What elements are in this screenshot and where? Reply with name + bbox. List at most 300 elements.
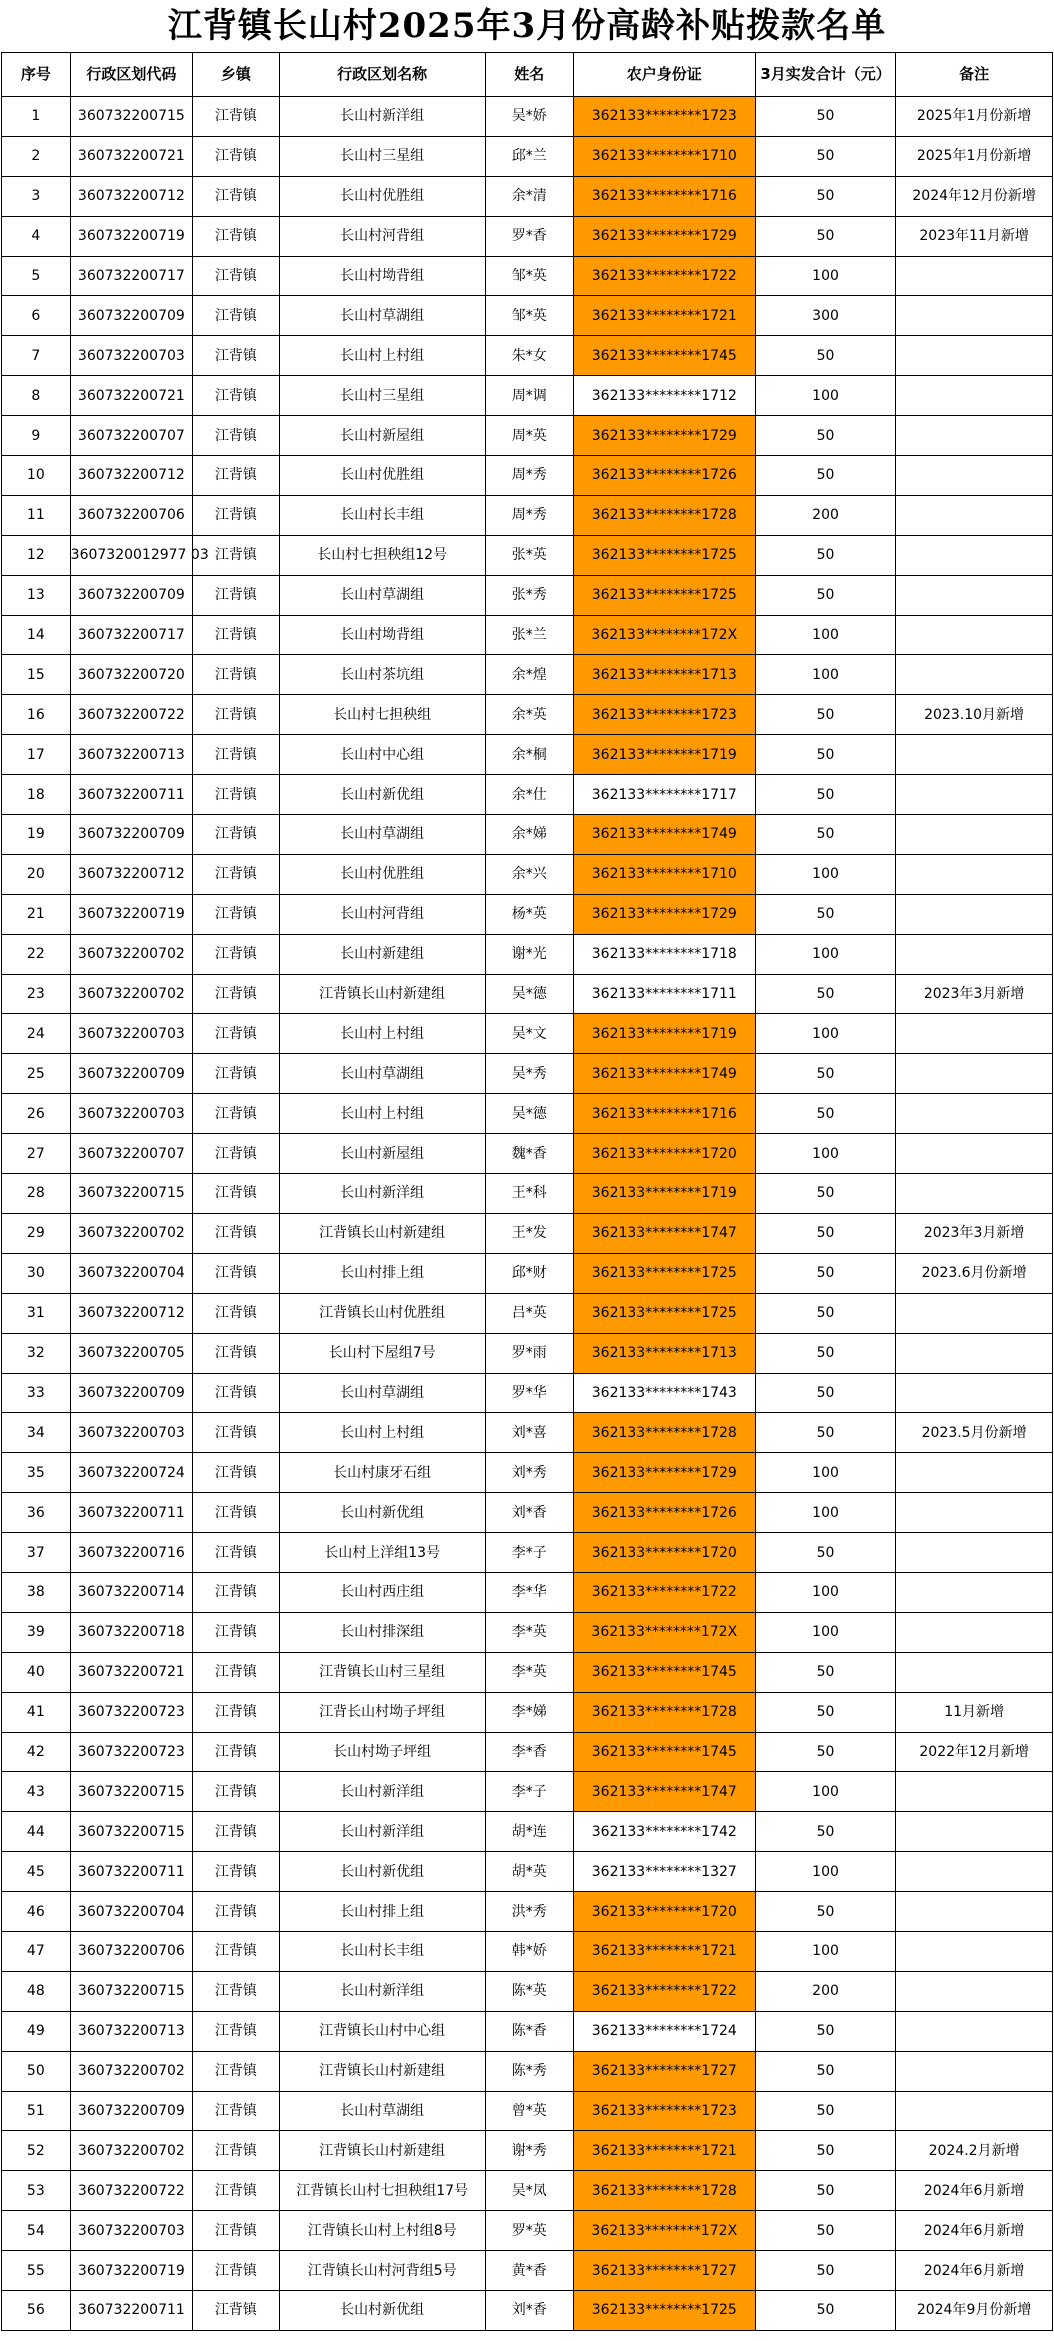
cell-amount: 50 xyxy=(755,1253,895,1293)
cell-area: 江背镇长山村新建组 xyxy=(279,2131,485,2171)
cell-id: 362133********1722 xyxy=(573,1971,755,2011)
cell-amount: 50 xyxy=(755,2211,895,2251)
cell-name: 李*娣 xyxy=(485,1692,573,1732)
cell-note: 2024年12月份新增 xyxy=(896,176,1053,216)
cell-area: 长山村新优组 xyxy=(279,775,485,815)
cell-name: 周*秀 xyxy=(485,495,573,535)
cell-name: 谢*秀 xyxy=(485,2131,573,2171)
cell-note xyxy=(896,1892,1053,1932)
cell-name: 张*英 xyxy=(485,535,573,575)
cell-no: 30 xyxy=(2,1253,71,1293)
cell-town: 江背镇 xyxy=(193,1453,280,1493)
cell-name: 韩*娇 xyxy=(485,1931,573,1971)
cell-code: 360732200717 xyxy=(70,615,192,655)
cell-name: 吴*德 xyxy=(485,974,573,1014)
cell-area: 长山村坳背组 xyxy=(279,615,485,655)
table-row xyxy=(2,1014,1053,1054)
cell-no: 1 xyxy=(2,97,71,137)
cell-no: 27 xyxy=(2,1134,71,1174)
cell-area: 江背镇长山村新建组 xyxy=(279,1213,485,1253)
cell-no: 56 xyxy=(2,2290,71,2330)
cell-town: 江背镇 xyxy=(193,1333,280,1373)
table-row xyxy=(2,1213,1053,1253)
cell-code: 360732200711 xyxy=(70,1493,192,1533)
cell-code: 3607320012977 03 xyxy=(70,535,192,575)
cell-town: 江背镇 xyxy=(193,495,280,535)
cell-amount: 50 xyxy=(755,535,895,575)
table-row xyxy=(2,2011,1053,2051)
cell-note: 2025年1月份新增 xyxy=(896,97,1053,137)
cell-name: 李*英 xyxy=(485,1612,573,1652)
cell-amount: 50 xyxy=(755,97,895,137)
cell-no: 19 xyxy=(2,815,71,855)
cell-name: 陈*香 xyxy=(485,2011,573,2051)
cell-code: 360732200702 xyxy=(70,974,192,1014)
table-row xyxy=(2,1692,1053,1732)
cell-amount: 50 xyxy=(755,775,895,815)
table-row xyxy=(2,1253,1053,1293)
cell-note: 11月新增 xyxy=(896,1692,1053,1732)
cell-town: 江背镇 xyxy=(193,575,280,615)
cell-area: 江背镇长山村优胜组 xyxy=(279,1293,485,1333)
cell-code: 360732200706 xyxy=(70,495,192,535)
cell-area: 长山村中心组 xyxy=(279,735,485,775)
cell-no: 9 xyxy=(2,416,71,456)
cell-code: 360732200723 xyxy=(70,1732,192,1772)
cell-note xyxy=(896,1652,1053,1692)
cell-note: 2022年12月新增 xyxy=(896,1732,1053,1772)
cell-town: 江背镇 xyxy=(193,376,280,416)
cell-area: 长山村排上组 xyxy=(279,1253,485,1293)
header-area: 行政区划名称 xyxy=(279,53,485,97)
cell-note: 2024年6月新增 xyxy=(896,2251,1053,2291)
cell-town: 江背镇 xyxy=(193,456,280,496)
cell-area: 长山村草湖组 xyxy=(279,575,485,615)
table-row xyxy=(2,815,1053,855)
cell-no: 36 xyxy=(2,1493,71,1533)
cell-town: 江背镇 xyxy=(193,1014,280,1054)
cell-name: 余*兴 xyxy=(485,854,573,894)
cell-town: 江背镇 xyxy=(193,894,280,934)
cell-no: 38 xyxy=(2,1572,71,1612)
cell-id: 362133********1729 xyxy=(573,894,755,934)
table-row xyxy=(2,2131,1053,2171)
cell-name: 罗*英 xyxy=(485,2211,573,2251)
table-row xyxy=(2,456,1053,496)
cell-code: 360732200712 xyxy=(70,1293,192,1333)
cell-amount: 50 xyxy=(755,1174,895,1214)
cell-area: 长山村坳背组 xyxy=(279,256,485,296)
cell-id: 362133********172X xyxy=(573,615,755,655)
cell-amount: 50 xyxy=(755,2171,895,2211)
cell-town: 江背镇 xyxy=(193,1533,280,1573)
cell-amount: 50 xyxy=(755,2051,895,2091)
subsidy-table xyxy=(1,52,1053,2331)
cell-note: 2024年6月新增 xyxy=(896,2171,1053,2211)
cell-area: 长山村新屋组 xyxy=(279,1134,485,1174)
cell-area: 长山村新建组 xyxy=(279,934,485,974)
cell-id: 362133********1727 xyxy=(573,2051,755,2091)
cell-amount: 100 xyxy=(755,1772,895,1812)
cell-no: 25 xyxy=(2,1054,71,1094)
cell-area: 江背镇长山村三星组 xyxy=(279,1652,485,1692)
cell-area: 长山村优胜组 xyxy=(279,854,485,894)
cell-amount: 50 xyxy=(755,1094,895,1134)
table-row xyxy=(2,2251,1053,2291)
cell-note xyxy=(896,535,1053,575)
cell-no: 17 xyxy=(2,735,71,775)
cell-code: 360732200709 xyxy=(70,1373,192,1413)
cell-area: 长山村新优组 xyxy=(279,2290,485,2330)
cell-note xyxy=(896,655,1053,695)
cell-code: 360732200717 xyxy=(70,256,192,296)
cell-amount: 100 xyxy=(755,376,895,416)
cell-name: 周*秀 xyxy=(485,456,573,496)
cell-town: 江背镇 xyxy=(193,1732,280,1772)
cell-amount: 100 xyxy=(755,1453,895,1493)
cell-town: 江背镇 xyxy=(193,2011,280,2051)
cell-amount: 50 xyxy=(755,815,895,855)
cell-code: 360732200712 xyxy=(70,456,192,496)
table-row xyxy=(2,1453,1053,1493)
cell-town: 江背镇 xyxy=(193,1692,280,1732)
cell-code: 360732200713 xyxy=(70,735,192,775)
cell-name: 罗*香 xyxy=(485,216,573,256)
cell-area: 长山村坳子坪组 xyxy=(279,1732,485,1772)
cell-town: 江背镇 xyxy=(193,296,280,336)
cell-note xyxy=(896,934,1053,974)
cell-no: 10 xyxy=(2,456,71,496)
header-id: 农户身份证 xyxy=(573,53,755,97)
cell-amount: 50 xyxy=(755,2091,895,2131)
cell-name: 黄*香 xyxy=(485,2251,573,2291)
cell-name: 吴*德 xyxy=(485,1094,573,1134)
cell-town: 江背镇 xyxy=(193,1852,280,1892)
cell-note xyxy=(896,2051,1053,2091)
cell-id: 362133********1729 xyxy=(573,216,755,256)
cell-name: 张*兰 xyxy=(485,615,573,655)
cell-id: 362133********1717 xyxy=(573,775,755,815)
cell-note xyxy=(896,1373,1053,1413)
cell-note xyxy=(896,1852,1053,1892)
cell-town: 江背镇 xyxy=(193,1652,280,1692)
table-row xyxy=(2,1373,1053,1413)
cell-id: 362133********1747 xyxy=(573,1213,755,1253)
cell-amount: 50 xyxy=(755,1692,895,1732)
cell-area: 长山村七担秧组 xyxy=(279,695,485,735)
cell-id: 362133********1713 xyxy=(573,1333,755,1373)
cell-id: 362133********1743 xyxy=(573,1373,755,1413)
cell-id: 362133********1720 xyxy=(573,1134,755,1174)
cell-id: 362133********1718 xyxy=(573,934,755,974)
cell-code: 360732200703 xyxy=(70,1094,192,1134)
cell-amount: 50 xyxy=(755,416,895,456)
cell-name: 余*英 xyxy=(485,695,573,735)
cell-area: 江背镇长山村新建组 xyxy=(279,2051,485,2091)
header-amount: 3月实发合计（元） xyxy=(755,53,895,97)
cell-town: 江背镇 xyxy=(193,974,280,1014)
cell-area: 长山村新洋组 xyxy=(279,1772,485,1812)
cell-name: 谢*光 xyxy=(485,934,573,974)
cell-id: 362133********1745 xyxy=(573,1652,755,1692)
cell-name: 余*煌 xyxy=(485,655,573,695)
cell-area: 江背镇长山村上村组8号 xyxy=(279,2211,485,2251)
cell-area: 江背镇长山村七担秧组17号 xyxy=(279,2171,485,2211)
cell-name: 张*秀 xyxy=(485,575,573,615)
cell-area: 长山村新洋组 xyxy=(279,1174,485,1214)
header-town: 乡镇 xyxy=(193,53,280,97)
cell-id: 362133********172X xyxy=(573,2211,755,2251)
cell-amount: 50 xyxy=(755,1054,895,1094)
header-row xyxy=(2,53,1053,97)
cell-name: 周*调 xyxy=(485,376,573,416)
cell-no: 16 xyxy=(2,695,71,735)
cell-area: 长山村下屋组7号 xyxy=(279,1333,485,1373)
cell-id: 362133********1716 xyxy=(573,176,755,216)
table-row xyxy=(2,974,1053,1014)
cell-area: 长山村河背组 xyxy=(279,216,485,256)
cell-no: 22 xyxy=(2,934,71,974)
cell-name: 刘*香 xyxy=(485,2290,573,2330)
cell-note xyxy=(896,1612,1053,1652)
cell-no: 50 xyxy=(2,2051,71,2091)
cell-code: 360732200716 xyxy=(70,1533,192,1573)
cell-town: 江背镇 xyxy=(193,1493,280,1533)
cell-code: 360732200706 xyxy=(70,1931,192,1971)
table-row xyxy=(2,1174,1053,1214)
cell-note: 2024年9月份新增 xyxy=(896,2290,1053,2330)
cell-code: 360732200719 xyxy=(70,894,192,934)
cell-id: 362133********1722 xyxy=(573,1572,755,1612)
cell-amount: 100 xyxy=(755,854,895,894)
cell-code: 360732200702 xyxy=(70,1213,192,1253)
cell-amount: 50 xyxy=(755,1652,895,1692)
cell-area: 长山村新优组 xyxy=(279,1493,485,1533)
cell-no: 15 xyxy=(2,655,71,695)
cell-area: 长山村三星组 xyxy=(279,376,485,416)
table-row xyxy=(2,2051,1053,2091)
cell-code: 360732200721 xyxy=(70,136,192,176)
cell-amount: 50 xyxy=(755,2131,895,2171)
cell-town: 江背镇 xyxy=(193,2290,280,2330)
header-name: 姓名 xyxy=(485,53,573,97)
cell-area: 长山村七担秧组12号 xyxy=(279,535,485,575)
cell-name: 吴*凤 xyxy=(485,2171,573,2211)
cell-town: 江背镇 xyxy=(193,216,280,256)
cell-area: 长山村优胜组 xyxy=(279,456,485,496)
cell-no: 33 xyxy=(2,1373,71,1413)
cell-amount: 100 xyxy=(755,1572,895,1612)
cell-amount: 100 xyxy=(755,256,895,296)
cell-note xyxy=(896,1134,1053,1174)
cell-amount: 50 xyxy=(755,735,895,775)
cell-town: 江背镇 xyxy=(193,2171,280,2211)
cell-name: 邱*财 xyxy=(485,1253,573,1293)
cell-id: 362133********1712 xyxy=(573,376,755,416)
cell-code: 360732200709 xyxy=(70,815,192,855)
table-row xyxy=(2,256,1053,296)
cell-code: 360732200702 xyxy=(70,2051,192,2091)
cell-code: 360732200702 xyxy=(70,2131,192,2171)
cell-no: 53 xyxy=(2,2171,71,2211)
cell-note xyxy=(896,456,1053,496)
cell-name: 洪*秀 xyxy=(485,1892,573,1932)
cell-name: 李*英 xyxy=(485,1652,573,1692)
table-row xyxy=(2,176,1053,216)
cell-name: 刘*喜 xyxy=(485,1413,573,1453)
cell-id: 362133********1726 xyxy=(573,456,755,496)
cell-amount: 50 xyxy=(755,136,895,176)
cell-area: 长山村新优组 xyxy=(279,1852,485,1892)
cell-id: 362133********1747 xyxy=(573,1772,755,1812)
cell-town: 江背镇 xyxy=(193,176,280,216)
cell-note xyxy=(896,775,1053,815)
cell-code: 360732200709 xyxy=(70,296,192,336)
cell-code: 360732200705 xyxy=(70,1333,192,1373)
cell-id: 362133********1723 xyxy=(573,97,755,137)
cell-id: 362133********1721 xyxy=(573,2131,755,2171)
cell-town: 江背镇 xyxy=(193,735,280,775)
cell-note: 2023年3月新增 xyxy=(896,1213,1053,1253)
cell-id: 362133********1710 xyxy=(573,136,755,176)
cell-town: 江背镇 xyxy=(193,1612,280,1652)
cell-amount: 50 xyxy=(755,1213,895,1253)
cell-code: 360732200707 xyxy=(70,1134,192,1174)
cell-name: 曾*英 xyxy=(485,2091,573,2131)
cell-town: 江背镇 xyxy=(193,535,280,575)
cell-no: 48 xyxy=(2,1971,71,2011)
cell-area: 长山村新洋组 xyxy=(279,1971,485,2011)
table-row xyxy=(2,1533,1053,1573)
table-row xyxy=(2,1892,1053,1932)
cell-name: 李*子 xyxy=(485,1533,573,1573)
cell-id: 362133********1711 xyxy=(573,974,755,1014)
cell-town: 江背镇 xyxy=(193,1812,280,1852)
cell-amount: 100 xyxy=(755,1493,895,1533)
cell-town: 江背镇 xyxy=(193,815,280,855)
cell-no: 4 xyxy=(2,216,71,256)
table-row xyxy=(2,1812,1053,1852)
cell-area: 长山村新屋组 xyxy=(279,416,485,456)
cell-id: 362133********1710 xyxy=(573,854,755,894)
cell-town: 江背镇 xyxy=(193,934,280,974)
cell-code: 360732200715 xyxy=(70,1174,192,1214)
cell-no: 35 xyxy=(2,1453,71,1493)
cell-town: 江背镇 xyxy=(193,2091,280,2131)
cell-amount: 100 xyxy=(755,1931,895,1971)
cell-name: 余*桐 xyxy=(485,735,573,775)
cell-no: 39 xyxy=(2,1612,71,1652)
cell-no: 31 xyxy=(2,1293,71,1333)
cell-no: 18 xyxy=(2,775,71,815)
cell-name: 吴*文 xyxy=(485,1014,573,1054)
cell-no: 6 xyxy=(2,296,71,336)
cell-note: 2023年3月新增 xyxy=(896,974,1053,1014)
table-row xyxy=(2,1054,1053,1094)
cell-note: 2023.6月份新增 xyxy=(896,1253,1053,1293)
cell-town: 江背镇 xyxy=(193,695,280,735)
table-row xyxy=(2,495,1053,535)
cell-no: 34 xyxy=(2,1413,71,1453)
cell-amount: 100 xyxy=(755,655,895,695)
cell-name: 陈*秀 xyxy=(485,2051,573,2091)
cell-code: 360732200703 xyxy=(70,336,192,376)
cell-amount: 50 xyxy=(755,1333,895,1373)
cell-id: 362133********1728 xyxy=(573,1692,755,1732)
cell-code: 360732200720 xyxy=(70,655,192,695)
cell-name: 刘*秀 xyxy=(485,1453,573,1493)
cell-id: 362133********1716 xyxy=(573,1094,755,1134)
table-row xyxy=(2,655,1053,695)
cell-code: 360732200718 xyxy=(70,1612,192,1652)
cell-name: 杨*英 xyxy=(485,894,573,934)
cell-area: 长山村草湖组 xyxy=(279,1373,485,1413)
cell-id: 362133********1721 xyxy=(573,296,755,336)
table-row xyxy=(2,1732,1053,1772)
cell-id: 362133********1719 xyxy=(573,1014,755,1054)
table-row xyxy=(2,615,1053,655)
cell-note: 2023.5月份新增 xyxy=(896,1413,1053,1453)
cell-id: 362133********1742 xyxy=(573,1812,755,1852)
cell-amount: 300 xyxy=(755,296,895,336)
cell-area: 长山村优胜组 xyxy=(279,176,485,216)
cell-note xyxy=(896,1174,1053,1214)
cell-no: 49 xyxy=(2,2011,71,2051)
cell-no: 44 xyxy=(2,1812,71,1852)
cell-id: 362133********1327 xyxy=(573,1852,755,1892)
cell-id: 362133********1725 xyxy=(573,1253,755,1293)
cell-name: 罗*华 xyxy=(485,1373,573,1413)
cell-town: 江背镇 xyxy=(193,416,280,456)
table-row xyxy=(2,1413,1053,1453)
table-row xyxy=(2,416,1053,456)
cell-code: 360732200702 xyxy=(70,934,192,974)
cell-town: 江背镇 xyxy=(193,655,280,695)
cell-id: 362133********1728 xyxy=(573,1413,755,1453)
cell-town: 江背镇 xyxy=(193,1572,280,1612)
cell-code: 360732200715 xyxy=(70,97,192,137)
cell-id: 362133********1749 xyxy=(573,1054,755,1094)
cell-note xyxy=(896,1453,1053,1493)
cell-no: 47 xyxy=(2,1931,71,1971)
table-row xyxy=(2,575,1053,615)
cell-note: 2023年11月新增 xyxy=(896,216,1053,256)
cell-amount: 200 xyxy=(755,495,895,535)
cell-no: 11 xyxy=(2,495,71,535)
cell-id: 362133********1749 xyxy=(573,815,755,855)
cell-area: 长山村西庄组 xyxy=(279,1572,485,1612)
cell-code: 360732200704 xyxy=(70,1892,192,1932)
table-row xyxy=(2,2091,1053,2131)
cell-amount: 50 xyxy=(755,456,895,496)
cell-name: 邹*英 xyxy=(485,296,573,336)
cell-area: 长山村长丰组 xyxy=(279,495,485,535)
cell-note xyxy=(896,854,1053,894)
cell-amount: 50 xyxy=(755,695,895,735)
cell-id: 362133********1719 xyxy=(573,1174,755,1214)
cell-no: 45 xyxy=(2,1852,71,1892)
cell-town: 江背镇 xyxy=(193,1134,280,1174)
cell-no: 32 xyxy=(2,1333,71,1373)
cell-amount: 50 xyxy=(755,2251,895,2291)
cell-name: 刘*香 xyxy=(485,1493,573,1533)
table-row xyxy=(2,934,1053,974)
cell-code: 360732200711 xyxy=(70,2290,192,2330)
cell-note: 2025年1月份新增 xyxy=(896,136,1053,176)
cell-no: 43 xyxy=(2,1772,71,1812)
cell-code: 360732200715 xyxy=(70,1772,192,1812)
cell-no: 46 xyxy=(2,1892,71,1932)
